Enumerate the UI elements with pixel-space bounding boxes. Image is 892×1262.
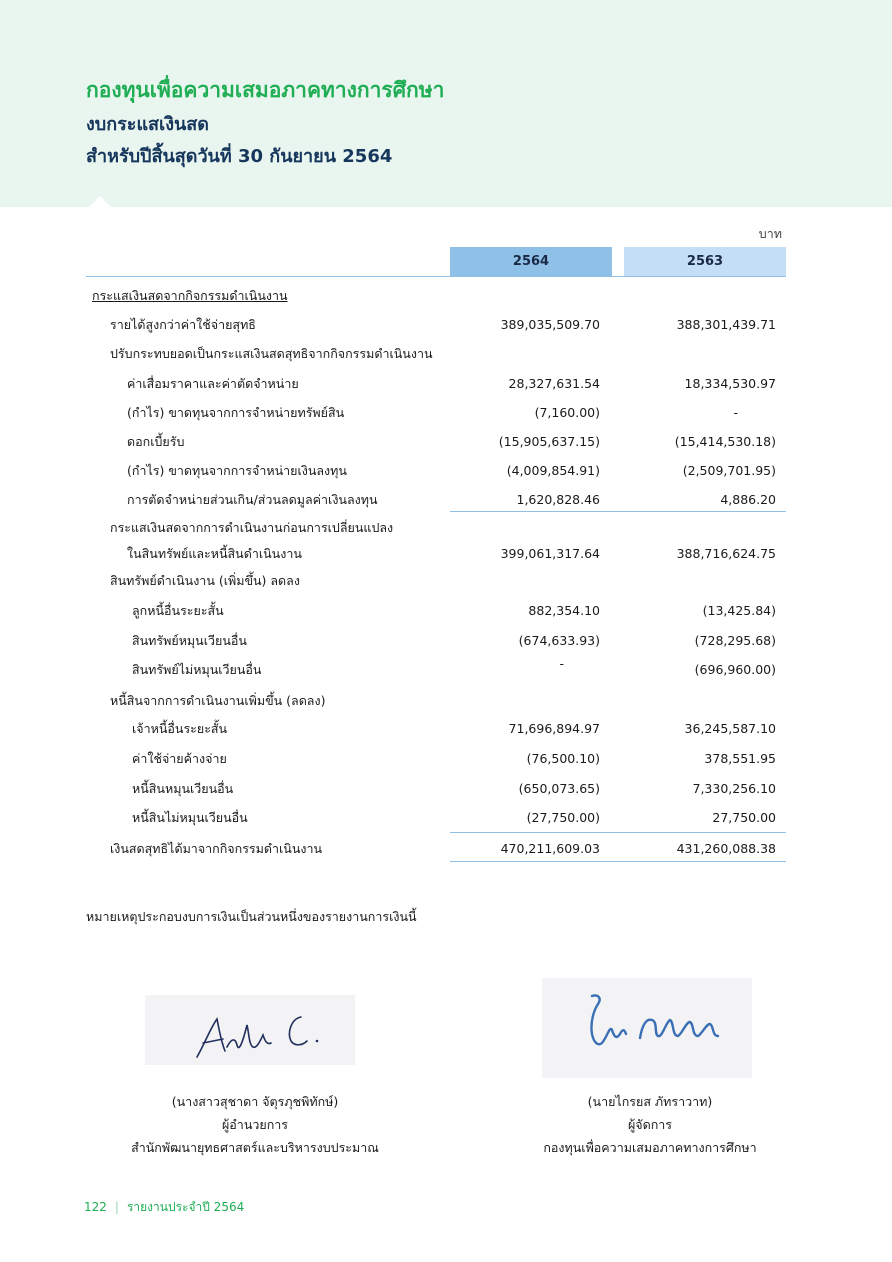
page-number: 122 [84,1200,107,1214]
financial-notes-remark: หมายเหตุประกอบงบการเงินเป็นส่วนหนึ่งของรายงานการเงินนี้ [86,909,417,924]
table-row [0,689,892,713]
signatory-left-position: ผู้อำนวยการ [221,1117,289,1132]
table-row [0,747,892,771]
signatory-right-position: ผู้จัดการ [627,1117,673,1132]
table-row [0,516,892,540]
value-2563: 378,551.95 [704,751,776,766]
value-2563: (728,295.68) [694,633,776,648]
row-label: สินทรัพย์หมุนเวียนอื่น [132,633,247,648]
value-2564: 389,035,509.70 [500,317,600,332]
row-label: หนี้สินหมุนเวียนอื่น [132,781,234,796]
table-row [0,837,892,861]
signatory-left-organization: สำนักพัฒนายุทธศาสตร์และบริหารงบประมาณ [131,1140,379,1155]
value-2563: - [733,405,738,420]
row-label: กระแสเงินสดจากการดำเนินงานก่อนการเปลี่ยนแปลง [110,520,394,535]
signatory-right-organization: กองทุนเพื่อความเสมอภาคทางการศึกษา [543,1140,757,1155]
value-2563: (15,414,530.18) [674,434,776,449]
total-rule-bottom [450,861,786,862]
signatory-left-name: (นางสาวสุชาดา จัตุรภุชพิทักษ์) [171,1094,339,1109]
signatory-right [490,1090,810,1159]
value-2564: (7,160.00) [534,405,600,420]
header-notch [88,196,112,208]
row-label: สินทรัพย์ดำเนินงาน (เพิ่มขึ้น) ลดลง [110,573,300,588]
table-row [0,629,892,653]
table-row [0,777,892,801]
value-2564: (15,905,637.15) [498,434,600,449]
section-heading: กระแสเงินสดจากกิจกรรมดำเนินงาน [92,288,288,303]
total-rule-top [450,832,786,833]
value-2564: (27,750.00) [526,810,600,825]
table-row [0,542,892,566]
signature-right [542,978,752,1078]
row-label: รายได้สูงกว่าค่าใช้จ่ายสุทธิ [110,317,256,332]
table-row [0,658,892,682]
subtotal-rule [450,511,786,512]
value-2564: 71,696,894.97 [508,721,600,736]
row-label: ปรับกระทบยอดเป็นกระแสเงินสดสุทธิจากกิจกรรมดำเนินงาน [110,346,433,361]
value-2563: 4,886.20 [720,492,776,507]
value-2564: - [559,656,564,671]
table-row [0,717,892,741]
value-2563: (13,425.84) [702,603,776,618]
value-2564: 1,620,828.46 [516,492,600,507]
table-row [0,599,892,623]
statement-title: งบกระแสเงินสด [86,114,209,135]
value-2563: (2,509,701.95) [682,463,776,478]
value-2564: 399,061,317.64 [500,546,600,561]
value-2564: 28,327,631.54 [508,376,600,391]
table-row [0,372,892,396]
page-footer [84,1198,244,1217]
value-2564: (4,009,854.91) [506,463,600,478]
row-label: การตัดจำหน่ายส่วนเกิน/ส่วนลดมูลค่าเงินลงทุน [127,492,378,507]
header-rule [86,276,786,277]
row-label: (กำไร) ขาดทุนจากการจำหน่ายทรัพย์สิน [127,405,345,420]
table-row [0,459,892,483]
org-title: กองทุนเพื่อความเสมอภาคทางการศึกษา [86,78,445,102]
table-row [0,488,892,512]
value-2564: (674,633.93) [518,633,600,648]
value-2563: 388,301,439.71 [676,317,776,332]
value-2563: 36,245,587.10 [684,721,776,736]
value-2563: 431,260,088.38 [676,841,776,856]
signature-left [145,995,355,1065]
value-2564: (76,500.10) [526,751,600,766]
table-row [0,284,892,308]
row-label: ดอกเบี้ยรับ [127,434,185,449]
period-title: สำหรับปีสิ้นสุดวันที่ 30 กันยายน 2564 [86,146,393,167]
row-label: ในสินทรัพย์และหนี้สินดำเนินงาน [127,546,302,561]
table-row [0,342,892,366]
table-row [0,313,892,337]
signatory-right-name: (นายไกรยส ภัทราวาท) [587,1094,713,1109]
signatory-left [100,1090,410,1159]
column-header-2564: 2564 [450,247,612,276]
row-label: หนี้สินจากการดำเนินงานเพิ่มขึ้น (ลดลง) [110,693,326,708]
row-label: สินทรัพย์ไม่หมุนเวียนอื่น [132,662,262,677]
handwritten-signature-left [145,995,355,1065]
value-2563: 27,750.00 [712,810,776,825]
footer-separator: | [114,1200,119,1214]
row-label: (กำไร) ขาดทุนจากการจำหน่ายเงินลงทุน [127,463,347,478]
table-row [0,569,892,593]
table-row [0,806,892,830]
row-label: เจ้าหนี้อื่นระยะสั้น [132,721,228,736]
value-2564: 470,211,609.03 [500,841,600,856]
table-row [0,401,892,425]
value-2563: (696,960.00) [694,662,776,677]
row-label: ค่าใช้จ่ายค้างจ่าย [132,751,227,766]
row-label: ลูกหนี้อื่นระยะสั้น [132,603,224,618]
table-row [0,430,892,454]
column-header-2563: 2563 [624,247,786,276]
value-2563: 18,334,530.97 [684,376,776,391]
handwritten-signature-right [542,978,752,1078]
row-label: เงินสดสุทธิได้มาจากกิจกรรมดำเนินงาน [110,841,323,856]
currency-unit: บาท [758,226,782,241]
value-2563: 7,330,256.10 [692,781,776,796]
value-2564: 882,354.10 [528,603,600,618]
report-name: รายงานประจำปี 2564 [126,1200,245,1214]
row-label: หนี้สินไม่หมุนเวียนอื่น [132,810,248,825]
value-2563: 388,716,624.75 [676,546,776,561]
row-label: ค่าเสื่อมราคาและค่าตัดจำหน่าย [127,376,299,391]
value-2564: (650,073.65) [518,781,600,796]
